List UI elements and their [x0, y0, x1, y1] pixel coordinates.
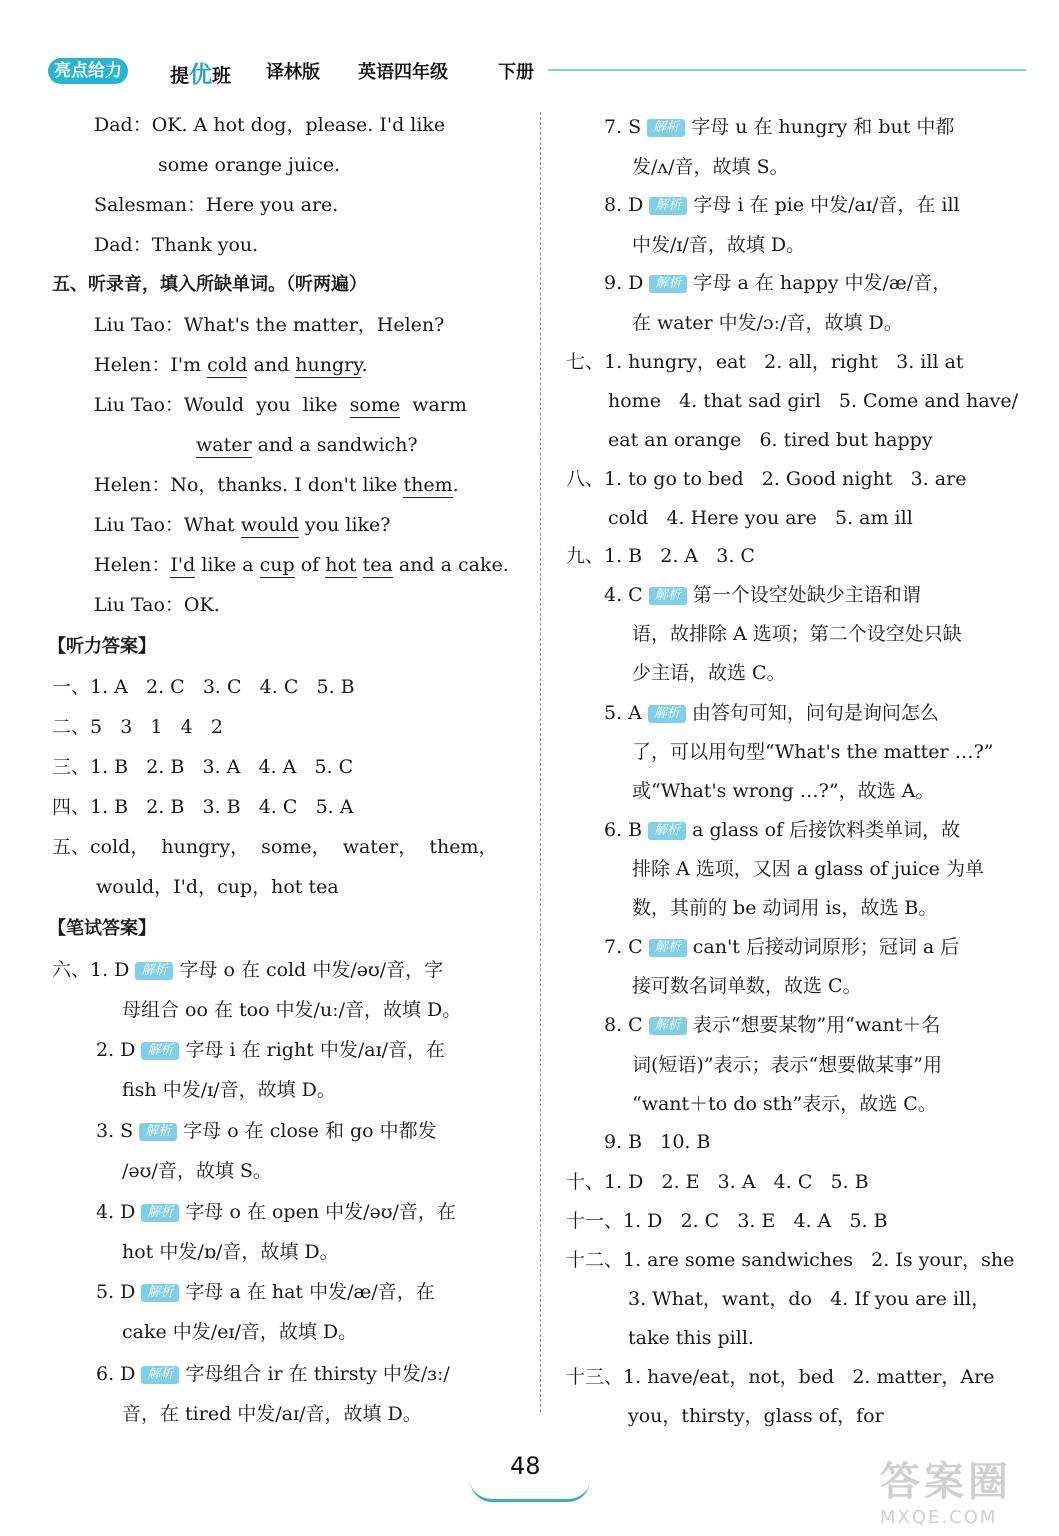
explanation-item: 3. S 解析 字母 o 在 close 和 go 中都发: [96, 1120, 437, 1142]
dialog-line: Dad：Thank you.: [94, 234, 259, 256]
answer-line: 五、cold， hungry， some， water， them，: [52, 836, 498, 858]
answer-line: would，I'd，cup，hot tea: [96, 876, 339, 898]
brand-badge: 亮点给力: [48, 58, 128, 84]
explanation-line: 了，可以用句型“What's the matter …?”: [632, 741, 994, 763]
explanation-line: 在 water 中发/ɔː/音，故填 D。: [632, 312, 903, 334]
answer-line: 十一、1. D 2. C 3. E 4. A 5. B: [566, 1210, 888, 1232]
analysis-tag: 解析: [649, 275, 687, 293]
explanation-line: 中发/ɪ/音，故填 D。: [632, 234, 806, 256]
explanation-line: /əʊ/音，故填 S。: [122, 1160, 272, 1182]
analysis-tag: 解析: [649, 587, 687, 605]
explanation-item: 8. D 解析 字母 i 在 pie 中发/aɪ/音，在 ill: [604, 194, 960, 216]
answer-line: 十二、1. are some sandwiches 2. Is your，she: [566, 1249, 1015, 1271]
explanation-line: 音，在 tired 中发/aɪ/音，故填 D。: [122, 1403, 422, 1425]
answer-line: 3. What，want，do 4. If you are ill，: [628, 1288, 991, 1310]
explanation-line: 排除 A 选项，又因 a glass of juice 为单: [632, 858, 984, 880]
answer-line: eat an orange 6. tired but happy: [608, 429, 933, 451]
volume: 下册: [498, 62, 534, 83]
analysis-tag: 解析: [139, 1123, 177, 1141]
explanation-item: 2. D 解析 字母 i 在 right 中发/aɪ/音，在: [96, 1039, 446, 1061]
listening-answers-title: 【听力答案】: [48, 636, 156, 657]
section-heading: 五、听录音，填入所缺单词。（听两遍）: [52, 274, 367, 295]
answer-line: 二、5 3 1 4 2: [52, 716, 223, 738]
explanation-item: 6. B 解析 a glass of 后接饮料类单词，故: [604, 819, 961, 841]
answer-line: 三、1. B 2. B 3. A 4. A 5. C: [52, 756, 354, 778]
answer-line: 八、1. to go to bed 2. Good night 3. are: [566, 468, 967, 490]
answer-line: 四、1. B 2. B 3. B 4. C 5. A: [52, 796, 354, 818]
answer-line: take this pill.: [628, 1327, 754, 1349]
analysis-tag: 解析: [141, 1366, 179, 1384]
column-divider: [540, 112, 541, 1412]
series-post: 班: [212, 65, 232, 87]
explanation-item: 7. C 解析 can't 后接动词原形；冠词 a 后: [604, 936, 960, 958]
answer-line: 十、1. D 2. E 3. A 4. C 5. B: [566, 1171, 869, 1193]
explanation-line: “want＋to do sth”表示，故选 C。: [632, 1093, 937, 1115]
answer-line: home 4. that sad girl 5. Come and have/: [608, 390, 1019, 412]
page-header: [48, 54, 1028, 88]
analysis-tag: 解析: [647, 119, 685, 137]
watermark: 答案圈 MXQE.COM: [880, 1459, 1012, 1528]
series-title: [170, 56, 231, 89]
explanation-item: 9. D 解析 字母 a 在 happy 中发/æ/音，: [604, 272, 952, 294]
answer-line: 七、1. hungry，eat 2. all，right 3. ill at: [566, 351, 964, 373]
analysis-tag: 解析: [649, 197, 687, 215]
edition: 译林版: [266, 62, 320, 83]
dialog-line: Liu Tao：Would you like some warm: [94, 394, 467, 416]
explanation-line: 或“What's wrong …?”，故选 A。: [632, 780, 935, 802]
analysis-tag: 解析: [649, 1017, 687, 1035]
explanation-line: cake 中发/eɪ/音，故填 D。: [122, 1321, 358, 1343]
explanation-line: 少主语，故选 C。: [632, 662, 786, 684]
explanation-line: 语，故排除 A 选项；第二个设空处只缺: [632, 623, 962, 645]
answer-line: 9. B 10. B: [604, 1131, 711, 1153]
answer-line: 九、1. B 2. A 3. C: [566, 545, 755, 567]
series-pre: 提: [170, 65, 190, 87]
analysis-tag: 解析: [648, 705, 686, 723]
analysis-tag: 解析: [648, 822, 686, 840]
analysis-tag: 解析: [649, 939, 687, 957]
explanation-item: 4. D 解析 字母 o 在 open 中发/əʊ/音，在: [96, 1201, 456, 1223]
explanation-item: 7. S 解析 字母 u 在 hungry 和 but 中都: [604, 116, 955, 138]
dialog-line: Helen：I'm cold and hungry.: [94, 354, 368, 376]
dialog-line: some orange juice.: [158, 154, 341, 176]
explanation-line: hot 中发/ɒ/音，故填 D。: [122, 1241, 339, 1263]
answer-line: cold 4. Here you are 5. am ill: [608, 507, 913, 529]
explanation-item: 六、1. D 解析 字母 o 在 cold 中发/əʊ/音，字: [52, 959, 444, 981]
answer-line: 十三、1. have/eat，not，bed 2. matter，Are: [566, 1366, 995, 1388]
dialog-line: Liu Tao：What would you like?: [94, 514, 391, 536]
subject: 英语四年级: [358, 62, 448, 83]
explanation-line: fish 中发/ɪ/音，故填 D。: [122, 1079, 336, 1101]
written-answers-title: 【笔试答案】: [48, 918, 156, 939]
analysis-tag: 解析: [141, 1284, 179, 1302]
explanation-line: 发/ʌ/音，故填 S。: [632, 156, 789, 178]
header-rule: [548, 69, 1026, 71]
dialog-line: water and a sandwich?: [196, 434, 418, 456]
explanation-item: 6. D 解析 字母组合 ir 在 thirsty 中发/ɜː/: [96, 1363, 450, 1385]
answer-line: you，thirsty，glass of，for: [628, 1405, 884, 1427]
explanation-item: 4. C 解析 第一个设空处缺少主语和谓: [604, 584, 921, 606]
explanation-line: 母组合 oo 在 too 中发/uː/音，故填 D。: [122, 999, 462, 1021]
answer-line: 一、1. A 2. C 3. C 4. C 5. B: [52, 676, 355, 698]
analysis-tag: 解析: [141, 1204, 179, 1222]
page-number-arc: [470, 1480, 590, 1502]
analysis-tag: 解析: [135, 962, 173, 980]
analysis-tag: 解析: [141, 1042, 179, 1060]
dialog-line: Helen：No，thanks. I don't like them.: [94, 474, 459, 496]
dialog-line: Helen：I'd like a cup of hot tea and a cake.: [94, 554, 509, 576]
dialog-line: Dad：OK. A hot dog，please. I'd like: [94, 114, 446, 136]
page-number: 48: [510, 1452, 541, 1480]
dialog-line: Liu Tao：What's the matter，Helen?: [94, 314, 445, 336]
explanation-line: 数，其前的 be 动词用 is，故选 B。: [632, 897, 938, 919]
explanation-line: 词(短语)”表示；表示“想要做某事”用: [632, 1054, 942, 1076]
dialog-line: Liu Tao：OK.: [94, 594, 220, 616]
dialog-line: Salesman：Here you are.: [94, 194, 339, 216]
explanation-line: 接可数名词单数，故选 C。: [632, 975, 862, 997]
series-mid: 优: [189, 62, 213, 88]
explanation-item: 8. C 解析 表示“想要某物”用“want＋名: [604, 1014, 941, 1036]
explanation-item: 5. A 解析 由答句可知，问句是询问怎么: [604, 702, 939, 724]
explanation-item: 5. D 解析 字母 a 在 hat 中发/æ/音，在: [96, 1281, 435, 1303]
